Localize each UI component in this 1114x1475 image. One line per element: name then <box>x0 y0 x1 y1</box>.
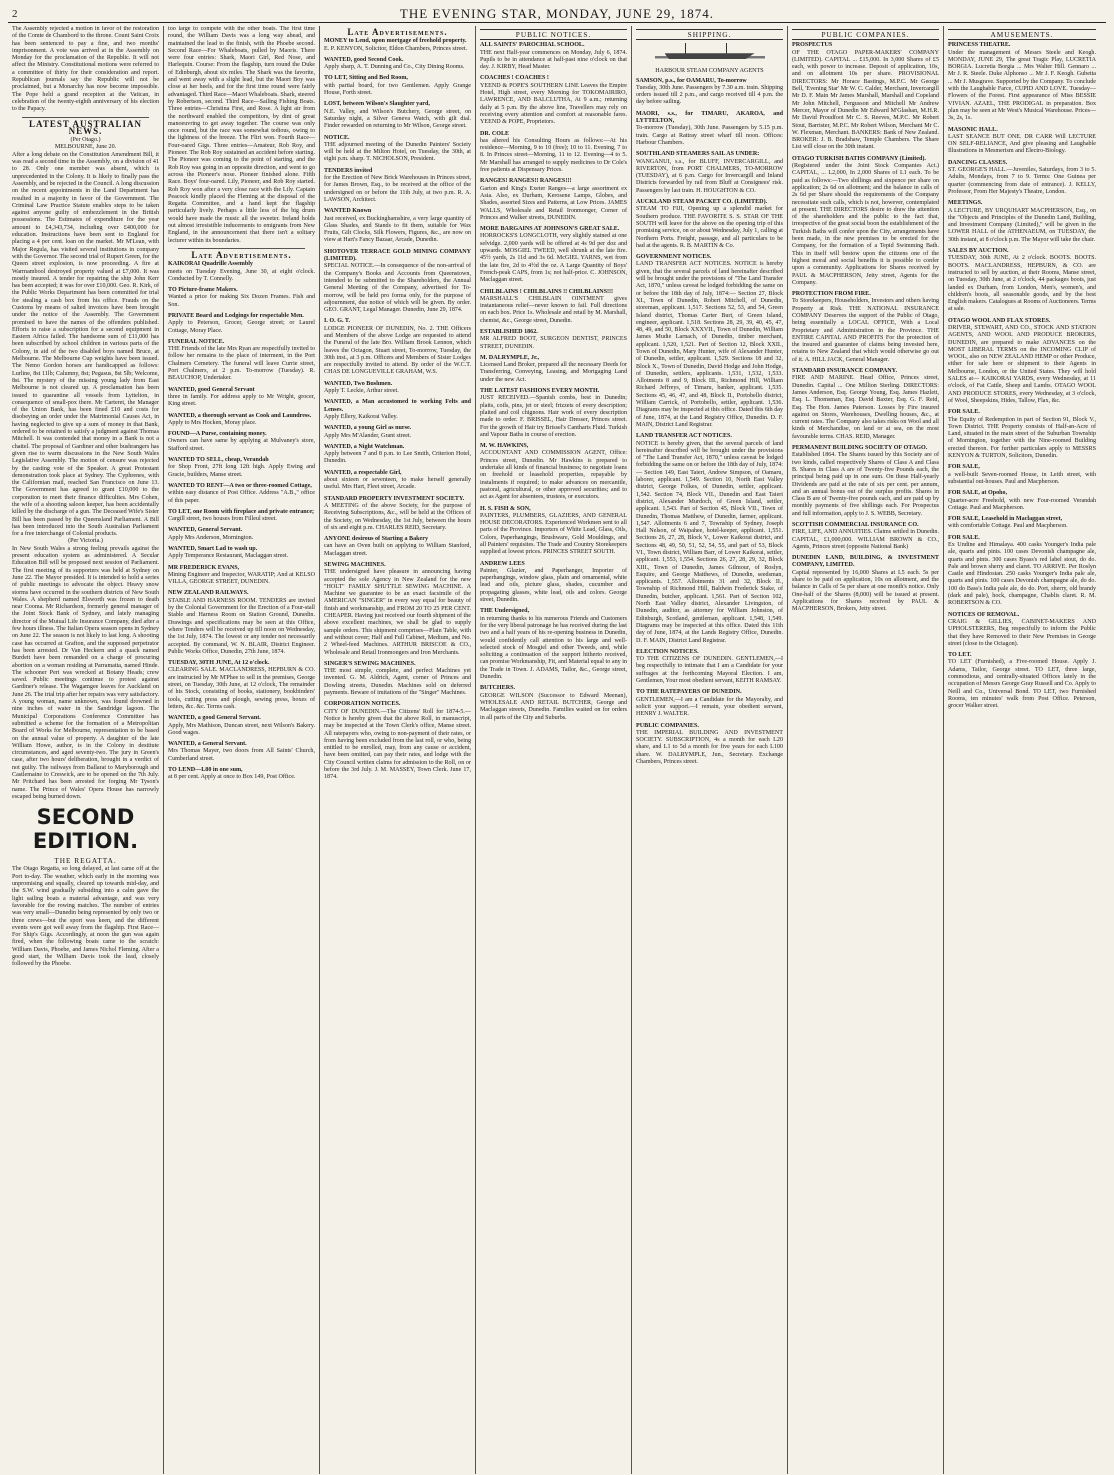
advertisement <box>168 741 315 763</box>
advertisement-title: OTAGO WOOL AND FLAX STORES. <box>948 317 1051 324</box>
advertisement-body: with partial board, for two Gentlemen. Apply Grange House, Forth street. <box>324 82 471 97</box>
advertisement-title: WANTED, a Night Watchman. <box>324 443 405 450</box>
advertisement <box>948 612 1096 648</box>
advertisement <box>948 535 1096 608</box>
advertisement <box>168 457 315 479</box>
advertisement <box>480 75 627 126</box>
advertisement <box>168 261 315 283</box>
advertisement <box>948 652 1096 710</box>
advertisement <box>948 409 1096 460</box>
advertisement-title: LOST, between Wilson's Slaughter yard, <box>324 101 430 108</box>
advertisement-body: THE IMPERIAL BUILDING AND INVESTMENT SOCIETY. SUBSCRIPTION, 4s a month for each L20 share, and L1 to 5d a month for five years for each L100 share. W. DALRYMPLE, Jun., Secretary. Exchange Chambers, Princes street. <box>636 729 783 766</box>
ad-list <box>792 42 939 613</box>
advertisement-body: ST. GEORGE'S HALL.—Juveniles, Saturdays, from 3 to 5. Adults, Mondays, from 7 to 9. Terms: One Guinea per quarter (commencing from date of entrance). J. KELLY, Professor, From Her Majesty's Theatre, London. <box>948 167 1096 195</box>
advertisement-title: MR FREDERICK EVANS, <box>168 564 240 571</box>
column-6 <box>788 26 944 1474</box>
advertisement-title: WANTED, Smart Lad to wash up. <box>168 546 258 552</box>
advertisement <box>324 399 471 421</box>
advertisement <box>636 433 783 645</box>
advertisement <box>324 101 471 130</box>
advertisement-title: WANTED TO RENT—A two or three-roomed Cottage, <box>168 482 312 489</box>
advertisement-title: WANTED, a good General Servant. <box>168 715 261 722</box>
advertisement-body: DRIVER, STEWART, AND CO., STOCK AND STATION AGENTS, AND WOOL AND PRODUCE BROKERS, DUNEDIN, are prepared to make ADVANCES on the MOST LIBERAL TERMS on the INCOMING CLIP of WOOL, also on NEW ZEALAND HEMP or other Produce, either for sale here or shipment to their Agents in Melbourne, London, or the United States. They will hold SALES at— KAIKORAI YARDS, every Wednesday, at 11 o'clock, of Fat Cattle, Sheep and Lambs. OTAGO WOOL AND PRODUCE STORES, every Wednesday, at 3 o'clock, of Wool, Sheepskins, Hides, Tallow, Flax, &c. <box>948 324 1096 404</box>
subhead-victoria: (Per Victoria.) <box>68 538 103 545</box>
advertisement <box>324 168 471 204</box>
advertisement-title: WANTED, General Servant. <box>168 527 243 534</box>
advertisement <box>792 156 939 287</box>
advertisement-title: MEETINGS. <box>948 200 983 207</box>
advertisement <box>792 445 939 518</box>
advertisement-title: WANTED TO SELL, cheap, Verandah <box>168 457 269 464</box>
advertisement-body: Garton and King's Exeter Ranges—a large assortment ex Asia. Also, ex Durham, Kerosene Lamps, Globes, and Shades, assorted Sizes and Patterns, at Low Prices. JAMES WALLS, Wholesale and Retail Ironmonger, Corner of Princes and Walker streets, DUNEDIN. <box>480 185 627 221</box>
advertisement <box>480 506 627 557</box>
advertisement-body: A LECTURE, BY URQUHART MACPHERSON, Esq., on the "Objects and Principles of the Dunedin Land, Building, and Investment Company (Limited)," will be given in the LOWER HALL of the ATHENAEUM, on TUESDAY, the 30th instant, at 8 o'clock p.m. The Mayor will take the chair. <box>948 207 1096 243</box>
masthead <box>8 0 1106 23</box>
australian-news-text: After a long debate on the Constitution Amendment Bill, it was read a second time in the Assembly, on a division of 41 to 28. Only one member was absent, which is unprecedented in the Colony. It is likely to finally pass the Assembly, and be rejected in the Council. A long discussion on the recent appointments in the Land Department has resulted in a majority in favor of the Government. The Criminal Law Practice Statute enables steps to be taken against anyone guilty of embezzlement in the British possessions. The Estimates of expenditure for the year amount to £4,343,734, including over £400,000 for education. Instructions have been sent to England for placing a 4 per cent. loan on the market. Mr M'Lean, with Major Regula, has visited several institutions in company with the Governor. The second trial of Rupert Green, for the Queen street explosion, is now proceeding. A fire at Warrnambool destroyed property valued at £7,000. It was mostly insured. A tender for repairing the ship John Kerr has been accepted; it was for over £10,000. Geo. R. Kirk, of the Public Works Department has been committed for trial for stealing a cash box from his office. Frauds on the Customs by means of salted invoices have been brought under the notice of the Assembly. The Government promised to have the names of the offenders published. Efforts to raise a subscription for a second equipment in Eastern Africa failed. The handsome sum of £11,000 has been subscribed by school children in various parts of the Colony, in aid of the two disabled boys named Bruce, at Melbourne. The Melbourne Cup weights have been issued. The Nemo Gordon horses are handicapped as follows: Lurline, 8st 11lb; Calumny, 8st; Pegasus, 8st 5lb; Welcome, 8st. The mystery of the missing young lady from East Melbourne is not cleared up. A proclamation has been issued to quarantine all vessels from Lyttelton, in consequence of small-pox there. Mr Carteret, the Manager of the Union Bank, has been fined £10 and costs for disobeying an order under the Matrimonial Causes Act, in having neglected to give up a sum of money in that Bank, ordered to be retained to satisfy a judgment against Thomas Mitchell. It was contended that money in a Bank is not a chattel. The proposal of Gardiner and other bushrangers has given rise to warm discussions in the New South Wales Legislative Assembly. The motion of censure was rejected by the casting vote of the Speaker. A great Protestant demonstration took place at Sydney. The Cyphrenes, with the Californian mail, reached San Francisco on June 13. The Government has agreed to grant £10,000 to the corporation to meet their finance difficulties. Mrs Cohen, the wife of a shooting saloon keeper, has been accidentally killed by the discharge of a gun. The Deceased Wife's Sister Bill has been passed by the Queensland Parliament. A Bill has been introduced into the South Australian Parliament for a free interchange of Colonial products. <box>12 151 159 538</box>
ad-list <box>168 261 315 781</box>
page-number: 2 <box>12 8 19 20</box>
advertisement-body: (Registered under the Joint Stock Companies Act.) CAPITAL, ... L2,000, In 2,000 Shares of L1 each. To be paid as follows:—Two shillings and sixpence per share on application; 2s 6d on allotment; and the balance in calls of 2s 6d per Share should the requirements of the Company necessitate such calls, which is not, however, contemplated at present. THE DIRECTORS desire to draw the attention of the shareholders and the public to the fact that, irrespective of the great social boon the establishment of the Turkish Baths will confer upon the City, arrangements have been made, in the new premises to be erected for the Company, for the formation of a Tepid Swimming Bath. This in itself will bestow upon the citizens one of the highest moral and social benefits it is possible to confer upon a community. Applications for Shares received by PAUL & MACPHERSON, Jetty street, Agents for the Company. <box>792 163 939 286</box>
advertisement-title: WANTED, good Second Cook. <box>324 56 404 63</box>
advertisement-title: TO Picture-frame Makers. <box>168 287 238 294</box>
advertisement-body: N.E. Valley, and Wilson's Butchery, George street, on Saturday night, a Silver Geneva Watch, with gilt dial. Finder rewarded on returning to Mr Wilson, George street. <box>324 108 471 130</box>
advertisement-title: SCOTTISH COMMERCIAL INSURANCE CO. <box>792 522 919 528</box>
advertisement-title: MONEY to Lend, upon mortgage of freehold property. <box>324 38 467 45</box>
advertisement-body: LAND TRANSFER ACT NOTICES. NOTICE is hereby given, that the several parcels of land hereinafter described will be brought under the provisions of "The Land Transfer Act, 1870," unless caveat be lodged forbidding the same on or before the 18th day of July, 1874:— Section 27, Block XI., Town of Dunedin, Robert Mitchell, of Dunedin, storeman, applicant. 1,517. Sections 52, 53, and 54, Green Island district, Thomas Carter Burt, of Green Island, engineer, applicant. 1,518. Sections 28, 29, 39, 40, 45, 47, 48, 49, and 50, Block XXXVII., Town of Dunedin, William James Mudie Larnach, of Dunedin, timber merchant, applicant. 1,520, 1,521. Part of Section 12, Block XXII., Town of Dunedin, Mary Hunter, wife of Alexander Hunter, of Dunedin, settler, applicant. 1,529. Sections 18 and 32, Block X., Town of Dunedin, David Hodge and John Hodge, of Dunedin, settlers, applicants. 1,531, 1,532, 1,533. Allotments 8 and 9, Block III., Richmond Hill, William Richard Jeffreys, of Timaru, banker, applicant. 1,535. Sections 45, 46, 47, and 48, Block II., Portobello district, William Carrick, of Portobello, settler, applicant. 1,536. Diagrams may be inspected at this office. Dated this 6th day of June, 1874, at the Land Registry Office, Dunedin. D. F. MAIN, District Land Registrar. <box>636 261 783 428</box>
advertisement-body: three in family. For address apply to Mr Wright, grocer, King street. <box>168 393 315 408</box>
advertisement-body: THE Friends of the late Mrs Ryan are respectfully invited to follow her remains to the place of interment, in the Port Chalmers Cemetery. The funeral will leave Currie street, Port Chalmers, at 2 p.m. To-morrow (Tuesday). R. BEAUCHOP, Undertaker. <box>168 346 315 382</box>
advertisement <box>948 248 1096 314</box>
advertisement <box>948 490 1096 512</box>
advertisement-body: To-morrow (Tuesday), 30th June. Passengers by 5.15 p.m. train. Cargo at Rattray street wharf till noon. Offices: Harbour Chambers. <box>636 125 783 146</box>
advertisement-title: WANTED, a thorough servant as Cook and Laundress. <box>168 412 312 419</box>
foreign-news-text: The Assembly rejected a motion in favor of the restoration of the Comte de Chambord to the throne. Count Saint Croix has been sentenced to pay a fine, and two months' imprisonment. A vote was arrived at in the Assembly on Monday for the proclamation of the Republic. It will not affect the Ministry. Constitutional motions were referred to a committee of thirty for their consideration and report. Republican journals say the Republic will not be proclaimed, but a Monarchy has now become impossible. The Pope held a grand reception at the Vatican, in celebration of the twenty-eighth anniversary of his election to the Papacy. <box>12 26 159 113</box>
advertisement-title: MAORI, s.s., for TIMARU, AKAROA, and LYTTELTON, <box>636 110 783 125</box>
advertisement-body: Under the management of Messrs Steele and Keogh. MONDAY, JUNE 29, The great Tragic Play, LUCRETIA BORGIA. Lucretia Borgia ... Mrs Walter Hill. Gennaro ... Mr J. R. Steele. Duke Alphonso ... Mr J. F. Keogh. Gubetta ... Mr J. Musgrave. Supported by the Company. To conclude with the Laughable Farce, CUPID AND LOVE. Tuesday—Flowers of the Forest. First appearance of Miss BESSIE VIVIAN. AZAEL, THE PRODIGAL in preparation. Box plan may be seen at Mr West's Musical Warehouse. Prices—3s, 2s, 1s. <box>948 49 1096 122</box>
advertisement-body: Apply Mrs Anderson, Mornington. <box>168 534 254 541</box>
advertisement-body: NOTICE is hereby given, that the several parcels of land hereinafter described will be brought under the provisions of "The Land Transfer Act, 1870," unless caveat be lodged forbidding the same on or before the 18th day of July, 1874:— Section 149, East Taieri, Andrew Simpson, of Oamaru, laborer, applicant. 1,549. Section 10, North East Valley district, George Folkes, of Dunedin, settler, applicant. 1,542. Section 74, Block VII., Dunedin and East Taieri district, Alexander Murdoch, of Green Island, settler, applicant. 1,543. Part of Section 45, Block VII., Town of Dunedin, Thomas Matthew, of Dunedin, farmer, applicant. 1,547. Allotments 6 and 7, Township of Sydney, Joseph Hall Nelson, of Waipahee, hotel-keeper, applicant. 1,551. Sections 26, 27, 28, Block V., Lower Kaikorai district, and Sections 48, 49, 50, 51, 52, 54, 55, and part of 53, Block VI., Town district, William Barr, of Lower Kaikorai, settler, applicant. 1,553, 1,554. Sections 26, 27, 28, 29, 32, Block XIII., Town of Dunedin, James Gilmour, of Roslyn, Esquire, and George Matthews, of Dunedin, seedsman, applicants. 1,557. Allotments 31 and 32, Block II., Township of Richmond Hill, Baldwin Frederick Stake, of Dunedin, butcher, applicant. 1,561. Part of Section 102, North East Valley district, Alexander Livingston, of Dunedin, auditor, as attorney for William Johnston, of Edinburgh, Scotland, gentleman, applicant. 1,548, 1,549. Diagrams may be inspected at this office. Dated this 11th day of June, 1874, at the Lands Registry Office, Dunedin. D. F. MAIN, District Land Registrar. <box>636 440 783 644</box>
advertisement <box>168 565 315 587</box>
advertisement-title: I. O. G. T. <box>324 318 351 325</box>
advertisement-title: RANGES! RANGES!! RANGES!!! <box>480 178 572 185</box>
advertisement <box>480 42 627 71</box>
advertisement-body: TO THE CITIZENS OF DUNEDIN. GENTLEMEN,—I beg respectfully to intimate that I am a Candidate for your suffrages at the forthcoming Mayoral Election. I am, Gentlemen, Your most obedient servant, KEITH RAMSAY. <box>636 656 783 685</box>
advertisement-title: FUNERAL NOTICE. <box>168 338 225 345</box>
advertisement <box>792 42 939 151</box>
advertisement <box>324 318 471 376</box>
advertisement <box>480 443 627 501</box>
advertisement-title: STANDARD PROPERTY INVESTMENT SOCIETY. <box>324 495 465 502</box>
advertisement-body: LAST SEANCE BUT ONE. DR CARR Will LECTURE ON SELF-RELIANCE, And give pleasing and Laughable Illustrations in Mesmerism and Electro-Biology. <box>948 133 1096 155</box>
advertisement <box>324 425 471 440</box>
advertisement <box>480 561 627 605</box>
advertisement <box>948 464 1096 486</box>
advertisement-body: OF THE OTAGO PAPER-MAKERS' COMPANY (LIMITED). CAPITAL ... £15,000. In 3,000 Shares of £5 each, with power to increase. Deposit of application, 10s, and on allotment 10s per share. PROVISIONAL DIRECTORS: Mr Horace Bastings, M.P.C. Mr George Bell, 'Evening Star' Mr W. C. Calder, Merchant, Invercargill Mr D. F. Main Mr James Marshall, Marshall and Copeland Mr John Mitchell, Fergusson and Mitchell Mr Andrew Mercer, Mayor of Dunedin Mr Edward M'Glashan, M.H.R. Mr David Proudfoot Mr C. S. Reeves, M.P.C. Mr Robert Stout, Barrister, M.P.C. Mr Robert Wilson, Merchant Mr C. W. Flexman, Merchant. BANKERS: Bank of New Zealand. BROKER: J. B. Bradshaw, Temple Chambers. The Share List will close on the 30th instant. <box>792 49 939 151</box>
advertisement-title: WANTED, a General Servant. <box>168 741 247 748</box>
advertisement-body: SPECIAL NOTICE.—In consequence of the non-arrival of the Company's Books and Accounts from Queenstown, intended to be submitted to the Shareholders, the Annual General Meeting of the Company, advertised for To-morrow, will be held pro forma only, for the purpose of adjournment, due notice of which will be given. By order. GEO. GRANT, Legal Manager. Dunedin, June 29, 1874. <box>324 263 471 314</box>
advertisement-title: FOR SALE. <box>948 409 980 416</box>
advertisement-title: GOVERNMENT NOTICES. <box>636 254 712 261</box>
public-companies-heading: PUBLIC COMPANIES. <box>792 29 939 40</box>
advertisement <box>168 339 315 383</box>
advertisement-body: Just received, ex Buckinghamshire, a very large quantity of Glass Shades, and Stands to fit them, suitable for Wax Fruits, Gilt Clocks, Silk Flowers, Figures, &c., are now on view at Hart's Fancy Bazaar, Arcade, Dunedin. <box>324 215 471 244</box>
advertisement <box>948 42 1096 122</box>
advertisement-title: SALES BY AUCTION. <box>948 248 1009 255</box>
advertisement-title: WANTED, Two Bushmen. <box>324 380 393 387</box>
late-advertisements-heading: Late Advertisements. <box>191 249 292 260</box>
column-4 <box>476 26 632 1474</box>
advertisement-body: Licensed Land Broker, prepared all the necessary Deeds for Transferring, Conveying, Leasing, and Mortgaging Land under the new Act. <box>480 362 627 383</box>
advertisement <box>636 78 783 107</box>
ad-list <box>636 78 783 767</box>
column-2 <box>164 26 320 1474</box>
advertisement-body: YEEND & POPE'S SOUTHERN LINE Leaves the Empire Hotel, High street, every Morning for TOKOMAIRIRO, LAWRENCE, AND BALCLUTHA, At 9 a.m.; returning daily at 5 p.m. By the above line, Travellers may rely on receiving every attention and comfort at reasonable fares. YEEND & POPE, Proprietors. <box>480 82 627 126</box>
advertisement-body: Established 1864. The Shares issued by this Society are of two kinds, called respectively Shares of Class A and Class B. Shares in Class A are of Twenty-five Pounds each, the principal being paid up in one sum. On these Half-yearly Dividends are paid at the rate of six per cent. per annum, and an annual bonus out of the surplus profits. Shares in Class B are of Twenty-five pounds each, and are paid up by monthly payments of five shillings each. For Prospectus and full information, apply to J. S. WEBB, Secretary. <box>792 452 939 517</box>
advertisement-title: PROTECTION FROM FIRE. <box>792 291 871 298</box>
advertisement-title: CORPORATION NOTICES. <box>324 701 401 708</box>
advertisement-title: MASONIC HALL. <box>948 126 998 133</box>
advertisement <box>324 661 471 697</box>
advertisement-title: SOUTHLAND STEAMERS SAIL AS UNDER: <box>636 151 760 158</box>
advertisement <box>324 75 471 97</box>
advertisement-body: MR ALFRED BOOT, SURGEON DENTIST, PRINCES STREET, DUNEDIN. <box>480 336 627 350</box>
advertisement <box>636 649 783 685</box>
advertisement-body: Apply, Mrs Mathison, Duncan street, next Wilson's Bakery. Good wages. <box>168 722 315 736</box>
advertisement-body: Apply T. Leckie, Arthur street. <box>324 388 399 395</box>
advertisement <box>324 381 471 396</box>
public-notices-heading: PUBLIC NOTICES. <box>480 29 627 40</box>
column-1 <box>8 26 164 1474</box>
regatta-heading: THE REGATTA. <box>54 856 117 866</box>
advertisement <box>168 287 315 309</box>
advertisement <box>324 536 471 558</box>
advertisement-title: COACHES ! COACHES ! <box>480 75 549 82</box>
advertisement-title: SAMSON, p.s., for OAMARU, To-morrow <box>636 77 747 84</box>
ad-list <box>324 38 471 781</box>
advertisement-title: STANDARD INSURANCE COMPANY. <box>792 368 898 375</box>
advertisement-body: FIRE, LIFE, AND ANNUITIES. Claims settled in Dunedin. CAPITAL, £1,000,000. WILLIAM BROWN & CO., Agents, Princes street (opposite National Bank) <box>792 529 939 550</box>
advertisement-body: GENTLEMEN,—I am a Candidate for the Mayoralty, and solicit your support.—I remain, your obedient servant, HENRY J. WALTER. <box>636 696 783 718</box>
steamship-illustration <box>655 43 765 65</box>
advertisement-body: Apply to Peterson, Grocer, George street; or Laurel Cottage, Moray Place. <box>168 320 315 334</box>
advertisement <box>480 355 627 384</box>
column-7 <box>944 26 1100 1474</box>
advertisement-body: Tuesday, 30th June. Passengers by 7.30 a.m. train. Shipping orders issued till 2 p.m., and cargo received till 4 p.m. the day before sailing. <box>636 84 783 106</box>
advertisement-title: TO LET, Sitting and Bed Room, <box>324 75 408 82</box>
advertisement-body: THE next Half-year commences on Monday, July 6, 1874. Pupils to be in attendance at half-past nine o'clock on that day. J. KIRBY, Head Master. <box>480 49 627 71</box>
advertisement-body: Apply to Mrs Hocken, Moray place. <box>168 419 257 426</box>
advertisement-body: FIRE AND MARINE. Head Office, Princes street, Dunedin. Capital ... One Million Sterling. DIRECTORS: James Anderson, Esq. George Young, Esq. James Hazlett, Esq. L. Thomsman, Esq. David Baxter, Esq. G. F. Reid, Esq. The Hon. James Paterson. Losses by Fire insured against on Stores, Warehouses, Dwelling houses, &c., at current rates. The Company also takes risks on Wool and all kinds of Merchandise, on land or at sea, on the most favourable terms. CHAS. REID, Manager. <box>792 375 939 440</box>
advertisement-body: has altered his Consulting Hours as follows:—At his residence—Morning, 9 to 10 (free); 10 to 11. Evening, 7 to 8. In Princes street—Morning, 11 to 12. Evening—4 to 5. Mr Marshall has arranged to supply medicines to Dr Cole's free patients at Dispensary Prices. <box>480 137 627 174</box>
advertisement-title: PERMANENT BUILDING SOCIETY OF OTAGO. <box>792 445 928 452</box>
advertisement-title: PUBLIC COMPANIES. <box>636 722 699 729</box>
advertisement <box>636 254 783 429</box>
advertisement <box>324 701 471 781</box>
advertisement <box>792 555 939 613</box>
advertisement-body: Capital represented by 16,000 Shares at L5 each. 5s per share to be paid on application, 10s on allotment, and the balance in Calls of 5s per share at one month's notice. Only One-half of the Shares (8,000) will be issued at present. Applications for Shares received by PAUL & MACPHERSON, Brokers, Jetty street. <box>792 569 939 613</box>
advertisement <box>168 313 315 335</box>
advertisement-body: A MEETING of the above Society, for the purpose of Receiving Subscriptions, &c., will be held at the Offices of the Society, on Wednesday, the 1st July, between the hours of six and eight p.m. CHARLES REID, Secretary. <box>324 502 471 531</box>
advertisement-title: TO LET. <box>948 652 972 659</box>
advertisement-body: CRAIG & GILLIES, CABINET-MAKERS AND UPHOLSTERERS, Beg respectfully to inform the Public that they have Removed to their New Premises in George street (close to the Octagon). <box>948 618 1096 647</box>
columns <box>8 26 1106 1474</box>
advertisement-body: for the Erection of New Brick Warehouses in Princes street, for James Brown, Esq., to be received at the office of the undersigned on or before the 11th July, at two p.m. R. A. LAWSON, Architect. <box>324 175 471 203</box>
advertisement-title: ANYONE desirous of Starting a Bakery <box>324 536 428 543</box>
advertisement <box>324 38 471 53</box>
victoria-news-text: In New South Wales a strong feeling prevails against the present education system as administered. A Secular Education Bill will be proposed next session of Parliament. The first meeting of its supporters was held at Sydney on June 22. The Mayor presided. It is intended to hold a series of public meetings to advocate the object. Heavy snow storms have occurred in the southern districts of New South Wales. A shepherd named Elsworth was frozen to death near Cooma. Mr Richardson, formerly general manager of the Joint Stock Bank of Sydney, and lately managing director of the Mutual Life Insurance Company, died after a few hours illness. The Italian Opera season opens in Sydney on June 22. The season is not likely to last long. A shooting case has occurred at Grafton, and the supposed perpetrator has been arrested. Dr Van Heckern and a quack named Burdett have been remanded on a charge of procuring abortion on a woman residing at Parramatta, named Hinde. The schooner Peri was wrecked at Botany Heads; crew saved. Public meetings continue to protest against Gardiner's release. The Wagamgee leaves for Auckland on June 26. The trial trip after her repairs was very satisfactory. A young woman, name unknown, was found drowned in nine inches of water in the Sandridge lagoon. The Municipal Corporations Conference Committee has submitted a scheme for the formation of a Metropolitan Board of Works for Melbourne, representation to be based on the annual value of property. A daughter of the late William Howe, author, is in the Colony in destitute circumstances, and aged seventy-two. The jury in Green's case, after two hours' deliberation, brought in a verdict of not guilty. The railways from Ballarat to Maryborough and Castlemaine to Creswick, are to be opened on the 7th July. Mr Pritchard has been arrested for forging Mr Tyson's name. The Prince of Wales' Opera House has narrowly escaped being burned down. <box>12 545 159 800</box>
advertisement <box>168 660 315 711</box>
advertisement <box>168 546 315 561</box>
advertisement <box>948 318 1096 406</box>
advertisement-title: OTAGO TURKISH BATHS COMPANY (Limited). <box>792 155 926 162</box>
advertisement <box>948 200 1096 244</box>
advertisement-title: WANTED, a young Girl as nurse. <box>324 425 412 432</box>
advertisement-body: about sixteen or seventeen, to make herself generally useful. Mrs Hart, Fleet street, Arcade. <box>324 477 471 491</box>
late-advertisements-heading: Late Advertisements. <box>347 27 448 37</box>
regatta-continued-text: too large to compete with the other boats. The first time round, the William Davis was a long way ahead, and maintained the lead to the finish, with the Phoebe second. Second Race—For Whaleboats, pulled by Maoris. There were four entries: Shark, Maori Girl, Red Nose, and Harlequin. Course: From the flagship, turn round the Duke of Edinburgh, about six miles. The Shark was the favorite, and went away with a slight lead, but the Maori Boy was close at her heels, and for the first time round were fairly advantaged. Third Race—Maori Whaleboats. Shark, steered by Robertson, second. Third Race—Sailing Fishing Boats. Three entries—Christina First, and Rose. A light air from the northward enabled the competitors, by dint of great manoeuvring to get away together. The course was only once round, but the race was somewhat tedious, owing to the lightness of the breeze. The Flirt won. Fourth Race—Four-oared Gigs. Three entries—Amateur, Rob Roy, and Pioneer. The Rob Roy sustained an accident before starting. The Pioneer was coming to the point of starting, and the Rob Roy was going in an opposite direction, and went to go across the Pioneer's nose. Pioneer finished alone. Fifth Race. Boys' four-oared. Lily, Pioneer, and Rob Roy started. Rob Roy won after a very close race with the Lily. Captain Peacock kindly placed the Fleming at the disposal of the Regatta Committee, and a hand kept the flagship particularly lively. Perhaps a little less of the big drum would have made the music all the sweeter. Ireland holds out almost irresistible inducements to emigrants from New England, in the announcement that there isn't a solitary lecturer within its boundaries. <box>168 26 315 244</box>
advertisement-body: GEORGE WILSON (Successor to Edward Meenan), WHOLESALE AND RETAIL BUTCHER, George and Maclaggan streets, Dunedin. Families waited on for orders in all parts of the City and Suburbs. <box>480 692 627 721</box>
australian-news-heading: LATEST AUSTRALIAN NEWS. <box>29 118 142 136</box>
advertisement-title: NOTICE. <box>324 134 350 141</box>
advertisement-body: with comfortable Cottage. Paul and Macpherson. <box>948 523 1068 530</box>
advertisement-body: Owners can have same by applying at Mulvaney's store, Stafford street. <box>168 438 315 452</box>
advertisement-body: STEAM TO FIJI, Opening up a splendid market for Southern produce. THE FAVORITE S. S. STAR OF THE SOUTH will leave for the above on the opening trip of this promising service, on or about Wednesday, July 1, calling at Northern Ports. Freight, passage, and all particulars to be had at the agents. R. B. MARTIN & Co. <box>636 206 783 249</box>
advertisement-body: Apply Temperance Restaurant, Maclaggan street. <box>168 553 289 560</box>
advertisement-body: WANGANUI, s.s., for BLUFF, INVERCARGILL, and RIVERTON, from PORT CHALMERS, TO-MORROW (TUESDAY), at 6 p.m. Cargo for Invercargill and Inland Districts forwarded by rail from Bluff at Consignees' risk. Passengers by last train. H. HOUGHTON & CO. <box>636 158 783 194</box>
advertisement-title: PRINCESS THEATRE. <box>948 42 1011 49</box>
advertisement <box>480 131 627 175</box>
advertisement-title: PROSPECTUS <box>792 42 833 49</box>
advertisement-title: KAIKORAI Quadrille Assembly <box>168 261 253 268</box>
advertisement <box>636 689 783 718</box>
advertisement <box>168 431 315 453</box>
advertisement-body: TO LET (Furnished), a Five-roomed House. Apply J. Adams, Tailor, George street. TO LET, three large, commodious, and centrally-situated Offices lately in the occupation of Messrs George Gray Russell and Co. Apply to Neill and Co., Universal Bond. TO LET, two Furnished Rooms, ten minutes' walk from Post Office. Peterson, grocer Walker street. <box>948 659 1096 710</box>
second-edition-heading: SECOND EDITION. <box>32 805 139 854</box>
advertisement-title: SINGER'S SEWING MACHINES. <box>324 660 416 667</box>
column-3 <box>320 26 476 1474</box>
advertisement-title: DUNEDIN LAND, BUILDING, & INVESTMENT COMPANY, LIMITED. <box>792 555 939 569</box>
advertisement-body: TUESDAY, 30th JUNE, At 2 o'clock. BOOTS. BOOTS. BOOTS. MACLANDRESS, HEPBURN, & CO. are instructed to sell by auction, at their Rooms, Manse street, on Tuesday, 30th June, at 2 o'clock, 44 packages boots, just landed ex Durham, from London, Men's, women's, and children's boots, all seasonable goods, and by the best English makers. Catalogues at Rooms of Auctioneers. Terms at sale. <box>948 255 1096 313</box>
advertisement-title: TO LEND—L80 in one sum, <box>168 767 243 774</box>
advertisement-body: at 8 per cent. Apply at once to Box 149, Post Office. <box>168 774 296 781</box>
advertisement <box>324 496 471 532</box>
advertisement-title: SHOTOVER TERRACE GOLD MINING COMPANY (LIMITED). <box>324 248 471 263</box>
advertisement <box>168 509 315 524</box>
subhead-otago: (Per Otago.) <box>70 137 101 144</box>
regatta-text: The Otago Regatta, so long delayed, at last came off at the Port to-day. The weather, which early in the morning was unpromising and squally, cleared up towards mid-day, and the S.W. wind gradually subsiding into a calm gave the light sailing boats a material advantage, and was very favorable for the rowing matches. The number of entries was very small—Dunedin being represented by only two or three crews—but the sport was keen, and the different events were got well away from the flagship. First Race—For Ship's Gigs. Accordingly, at noon the gun was again fired, when the following boats came to the scratch: William Davis, Phoebe, and James Nichol Fleming. After a good start, the William Davis took the lead, closely followed by the Phoebe. <box>12 866 159 968</box>
advertisement-title: TO LET, one Room with fireplace and private entrance; <box>168 508 315 515</box>
advertisement-body: THE adjourned meeting of the Dunedin Painters' Society will be held at the Milton Hotel, on Tuesday, the 30th, at eight p.m. sharp. T. NICHOLSON, President. <box>324 141 471 163</box>
advertisement <box>168 590 315 656</box>
advertisement-title: THE Undersigned, <box>480 608 530 615</box>
dateline-melbourne: MELBOURNE, June 20. <box>54 144 117 151</box>
advertisement-body: JUST RECEIVED.—Spanish combs, best in Dunedin; plaits, coils, pins, jet or steel; frizzets of every description; plaited and coil chignons. Hair work of every description made to order. F. BRISSEL, Hair Dresser, Princes street. For the growth of Hair try Brissel's Cantharis Fluid. Turkish and Vapour Baths in course of erection. <box>480 395 627 438</box>
advertisement <box>324 444 471 466</box>
advertisement <box>324 249 471 315</box>
advertisement-body: meets on Tuesday Evening, June 30, at eight o'clock. Conducted by T. Connelly. <box>168 268 315 282</box>
advertisement <box>168 767 315 782</box>
advertisement-title: ALL SAINTS' PAROCHIAL SCHOOL. <box>480 42 585 49</box>
advertisement-body: STABLE AND HARNESS ROOM. TENDERS are invited by the Colonial Government for the Erection of a Four-stall Stable and Harness Room on Station Ground, Dunedin. Drawings and specifications may be seen at this Office, where Tenders will be received up till noon on Wednesday, the 1st July, 1874. The lowest or any tender not necessarily accepted. By command, W. N. BLAIR, District Engineer. Public Works Office, Dunedin, 27th June, 1874. <box>168 597 315 655</box>
advertisement <box>636 151 783 195</box>
advertisement-title: ELECTION NOTICES. <box>636 648 699 655</box>
advertisement-body: HORROCKS'S LONGCLOTH, very slightly stained at one selvidge. 2,000 yards will be offered at 4s 9d per doz and upwards. MOSGIEL TWEED, well shrunk at the late fire. 45½ yards, 2s 11d and 3s 6d. McGIEL YARNS, wet from the late fire, 2d to 4½d the oz. A Large Quantity of Boys' French-peak CAPS, from 1s; not half-price. C. JOHNSON, Maclaggan street. <box>480 233 627 284</box>
advertisement <box>480 289 627 325</box>
advertisement-title: TO THE RATEPAYERS OF DUNEDIN. <box>636 689 742 696</box>
advertisement <box>480 685 627 721</box>
advertisement-body: Apply between 7 and 8 p.m. to Lee Smith, Criterion Hotel, Dunedin. <box>324 451 471 465</box>
advertisement-body: Mining Engineer and Inspector, WARATIP; And at KELSO VILLA, GEORGE STREET, DUNEDIN. <box>168 571 315 586</box>
advertisement <box>480 226 627 284</box>
advertisement-body: E. P. KENYON, Solicitor, Eldon Chambers, Princes street. <box>324 45 468 52</box>
advertisement <box>168 387 315 409</box>
advertisement-body: THE undersigned have pleasure in announcing having accepted the sole Agency in New Zealand for the new "HOLT" FAMILY SHUTTLE SEWING MACHINE. A Machine we guarantee to be an exact facsimile of the AMERICAN "SINGER" in every way equal for beauty of finish and workmanship, and FROM 20 TO 25 PER CENT. CHEAPER. Having just received our fourth shipment of the above excellent machines, we shall be glad to supply sample orders. This shipment comprises—Plain Table, with and without cover; Half and Full Cabinet, Medium, and No. 2 Wheel-feed Machines. ARTHUR BRISCOE & CO., Wholesale and Retail Ironmongers and Iron Merchants. <box>324 569 471 656</box>
advertisement <box>792 291 939 364</box>
advertisement-title: FOR SALE. <box>948 534 980 541</box>
advertisement <box>636 723 783 767</box>
advertisement-body: LODGE PIONEER OF DUNEDIN, No. 2. THE Officers and Members of the above Lodge are requested to attend the Funeral of the late Bro. William Brook Lennon, which leaves the Octagon, Stuart street, To-morrow, Tuesday, the 30th inst., at 3 p.m. Officers and Members of Sister Lodges are respectfully invited to attend. By order of the W.C.T. CHAS DE LONGUEVILLE GRAHAM, W.S. <box>324 325 471 376</box>
advertisement-title: MORE BARGAINS AT JOHNSON'S GREAT SALE. <box>480 226 620 233</box>
advertisement-title: AUCKLAND STEAM PACKET CO. (LIMITED). <box>636 199 768 206</box>
advertisement-title: NOTICES OF REMOVAL. <box>948 611 1020 618</box>
advertisement-title: ANDREW LEES <box>480 560 525 567</box>
amusements-heading: AMUSEMENTS. <box>948 29 1096 40</box>
advertisement-body: Wanted a price for making Six Dozen Frames. Fish and Son. <box>168 294 315 308</box>
advertisement <box>948 160 1096 196</box>
advertisement-body: within easy distance of Post Office. Address "A.B.," office of this paper. <box>168 490 315 504</box>
advertisement <box>168 483 315 505</box>
advertisement-body: The Equity of Redemption in part of Section 91, Block V., Town District. THE Property consists of Half-an-Acre of Land, situated in the main street of the Suburban Township of Mornington, together with the Nine-roomed Building erected thereon. For further particulars apply to MESSRS KENYON & TURTON, Solicitors, Dunedin. <box>948 416 1096 460</box>
advertisement-title: TENDERS invited <box>324 167 373 174</box>
advertisement-title: ESTABLISHED 1862. <box>480 328 538 335</box>
advertisement-body: Apply Ellery, Kaikorai Valley. <box>324 413 398 420</box>
advertisement-title: WANTED, a Man accustomed to working Felts and Lenses. <box>324 399 471 413</box>
advertisement <box>948 516 1096 531</box>
ad-list <box>480 42 627 722</box>
advertisement <box>168 715 315 737</box>
advertisement-title: DR. COLE <box>480 130 510 137</box>
advertisement <box>324 562 471 657</box>
shipping-heading: SHIPPING. <box>636 29 783 40</box>
advertisement-body: for Shop Front, 27ft long 12ft high. Apply Ewing and Gracie, builders, Manse street. <box>168 464 315 478</box>
advertisement-title: FOR SALE, Leasehold in Maclaggan street, <box>948 516 1063 523</box>
advertisement-title: WANTED, good General Servant <box>168 386 255 393</box>
advertisement-body: CITY OF DUNEDIN.—The Citizens' Roll for 1874-5.—Notice is hereby given that the above Roll, in manuscript, may be inspected at the Town Clerk's office, Manse street. All ratepayers who, owing to non-payment of their rates, or from having been excluded from the last roll, or who, being entitled to be enrolled, may, from any cause or accident, have been omitted, can pay their rates, and lodge with the City Council written claims for admission to the Roll, on or before the 3rd July. J. M. MASSEY, Town Clerk. June 17, 1874. <box>324 708 471 781</box>
advertisement-body: Ex Undine and Himalaya. 400 casks Younger's India pale ale, quarts and pints. 100 cases Devonish champagne ale, quarts and pints. 300 cases Byass's red label stout, do do. Pale and brown sherry and claret. TO ARRIVE. Per Roslyn Castle and Hindostan. 250 casks Younger's India pale ale, quarts and pints. 100 cases Devonish champagne ale, do do. 100 do Bass's India pale ale, do do. Port, sherry, old brandy (dark and pale), hock, champagne, Chablis claret. R. M. ROBERTSON & CO. <box>948 542 1096 607</box>
advertisement <box>480 178 627 222</box>
ad-list <box>948 42 1096 710</box>
advertisement-body: CLEARING SALE. MACLANDRESS, HEPBURN & CO. are instructed by Mr M'Phee to sell in the premises, George street, on Tuesday, 30th June, at 12 o'clock, The remainder of his Stock, consisting of books, stationery, bookbinders' tools, cutting press and plough, sewing press, boxes of letters, &c. &c. Terms cash. <box>168 667 315 710</box>
advertisement-body: Mrs Thomas Mayer, two doors from All Saints' Church, Cumberland street. <box>168 748 315 762</box>
advertisement-title: M. DALRYMPLE, Jr., <box>480 354 540 361</box>
advertisement <box>480 608 627 681</box>
advertisement-body: ACCOUNTANT AND COMMISSION AGENT, Office: Princes street, Dunedin. Mr Hawkins is prepared to undertake all kinds of financial business; to negotiate loans on freehold or leasehold properties, repayable by instalments if required; to make advances on mercantile, pastoral, agricultural, or other approved securities; and to act as Agent for absentees, trustees, or executors. <box>480 450 627 501</box>
advertisement-body: To Storekeepers, Householders, Investors and others having Property at Risk. THE NATIONAL INSURANCE COMPANY Deserves the support of the Public of Otago, being essentially a LOCAL OFFICE, With a Local Proprietary and Administration in the Province. THE ENTIRE CAPITAL AND PROFITS For the protection of the insured and guarantee of claims being invested here, retains to New Zealand that which would otherwise go out of it. A. HILL JACK, General Manager. <box>792 298 939 363</box>
advertisement-body: Cargill street, two houses from Filleul street. <box>168 516 277 523</box>
advertisement <box>636 199 783 250</box>
advertisement <box>324 135 471 164</box>
advertisement-body: Painter, Glazier, and Paperhanger, Importer of paperhangings, window glass, plain and ornamental, white lead and oils, picture glass, shades, cucumber and propagating glasses, white lead, oils and colors. George street, Dunedin. <box>480 567 627 604</box>
advertisement-title: PRIVATE Board and Lodgings for respectable Men. <box>168 312 304 319</box>
advertisement-title: NEW ZEALAND RAILWAYS. <box>168 590 249 597</box>
advertisement-title: FOUND—A Purse, containing money. <box>168 431 267 438</box>
advertisement <box>480 388 627 439</box>
advertisement-title: FOR SALE, at Opoho, <box>948 490 1008 497</box>
advertisement-title: TUESDAY, 30TH JUNE, At 12 o'clock. <box>168 660 270 667</box>
advertisement <box>324 470 471 492</box>
advertisement-title: DANCING CLASSES. <box>948 159 1008 166</box>
ship-caption: HARBOUR STEAM COMPANY AGENTS <box>655 68 764 75</box>
advertisement-title: FOR SALE, <box>948 464 980 471</box>
advertisement-title: H. S. FISH & SON, <box>480 505 531 512</box>
advertisement-title: WANTED, a respectable Girl, <box>324 469 402 476</box>
advertisement-body: can have an Oven built on applying to William Stanford, Maclaggan street. <box>324 543 471 557</box>
advertisement <box>636 111 783 147</box>
advertisement-body: in returning thanks to his numerous Friends and Customers for the very liberal patronage he has received during the last two and a half years of his re-opening business in Dunedin, would confidently call attention to his large and well-selected stock of Mosgiel and other Tweeds, and, while soliciting a continuation of the support hitherto received, can promise Workmanship, Fit, and Material equal to any in the Trade in Town. J. ADAMS, Tailor, &c., George street, Dunedin. <box>480 615 627 681</box>
advertisement <box>792 368 939 441</box>
advertisement-body: a well-built Seven-roomed House, in Leith street, with substantial out-houses. Paul and Macpherson. <box>948 471 1096 485</box>
advertisement-title: CHILBLAINS ! CHILBLAINS !! CHILBLAINS!!! <box>480 288 614 295</box>
advertisement <box>948 127 1096 156</box>
advertisement <box>480 329 627 351</box>
advertisement-body: THE most simple, complete, and perfect Machines yet invented. G. M. Aldrich, Agent, corner of Princes and Dowling streets, Dunedin. Machines sold on deferred payments. Beware of imitations of the "Singer" Machines. <box>324 668 471 697</box>
advertisement-title: WANTED Known <box>324 208 372 215</box>
advertisement-title: BUTCHERS. <box>480 685 516 692</box>
advertisement-body: Apply sharp, A. T. Dunning and Co., City Dining Rooms. <box>324 64 465 71</box>
advertisement <box>168 527 315 542</box>
newspaper-title: THE EVENING STAR, MONDAY, JUNE 29, 1874. <box>399 6 715 21</box>
advertisement <box>324 208 471 244</box>
advertisement <box>792 522 939 551</box>
advertisement-body: MARSHALL'S CHILBLAIN OINTMENT gives instantaneous relief—never known to fail. Full directions on each box. Price 1s. Wholesale and retail by M. Marshall, chemist, &c., George street, Dunedin. <box>480 295 627 324</box>
advertisement-title: LAND TRANSFER ACT NOTICES. <box>636 433 732 440</box>
advertisement <box>168 413 315 428</box>
advertisement-title: SEWING MACHINES. <box>324 562 386 568</box>
advertisement-title: M. W. HAWKINS, <box>480 443 529 450</box>
column-5 <box>632 26 788 1474</box>
advertisement-title: THE LATEST FASHIONS EVERY MONTH. <box>480 388 600 395</box>
advertisement-body: Quarter-acre Freehold, with new Four-roomed Verandah Cottage. Paul and Macpherson. <box>948 497 1096 511</box>
advertisement-body: PAINTERS, PLUMBERS, GLAZIERS, AND GENERAL HOUSE DECORATORS. Experienced Workmen sent to all parts of the Province. Importers of White Lead, Glass, Oils, Colors, Paperhangings, Brushware, Gold Mouldings, and all Painters' requisites. The Trade and Country Storekeepers supplied at lowest prices. PRINCES STREET SOUTH. <box>480 512 627 556</box>
advertisement-body: Apply Mrs M'Alander, Grant street. <box>324 432 412 439</box>
advertisement <box>324 57 471 72</box>
